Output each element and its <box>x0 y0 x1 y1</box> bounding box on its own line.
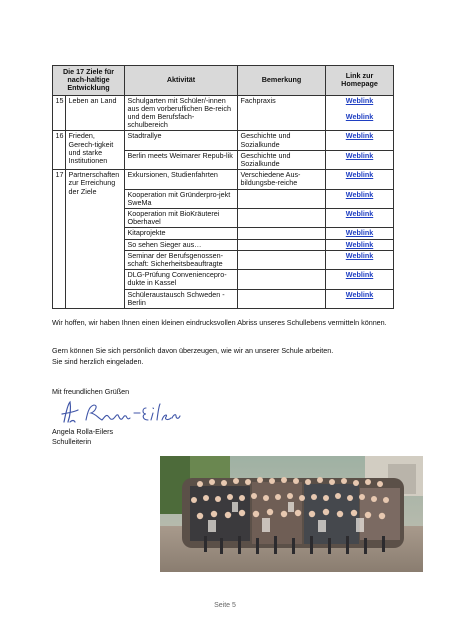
weblink[interactable]: Weblink <box>345 170 374 180</box>
weblink[interactable]: Weblink <box>345 209 374 219</box>
weblink[interactable]: Weblink <box>345 95 374 105</box>
link-cell <box>326 209 394 228</box>
activity-cell: So sehen Sieger aus… <box>125 239 238 250</box>
greeting: Mit freundlichen Grüßen <box>52 387 130 396</box>
remark-cell: Fachpraxis <box>238 95 326 131</box>
header-activity: Aktivität <box>125 66 238 96</box>
crowd <box>182 477 404 554</box>
header-goals: Die 17 Ziele für nach-haltige Entwicklung <box>53 66 125 96</box>
weblink[interactable]: Weblink <box>345 189 374 199</box>
link-cell <box>326 239 394 250</box>
weblink[interactable]: Weblink <box>345 228 374 238</box>
weblink[interactable]: Weblink <box>345 111 374 121</box>
activity-cell: DLG-Prüfung Conveniencepro-dukte in Kassel <box>125 270 238 289</box>
remark-cell <box>238 189 326 208</box>
page-number: Seite 5 <box>214 602 236 609</box>
goal-number: 15 <box>53 95 66 131</box>
goal-number: 16 <box>53 131 66 170</box>
weblink[interactable]: Weblink <box>345 239 374 249</box>
weblink[interactable]: Weblink <box>345 289 374 299</box>
link-cell <box>326 270 394 289</box>
link-cell <box>326 289 394 308</box>
activity-cell: Kitaprojekte <box>125 228 238 239</box>
goal-number: 17 <box>53 170 66 309</box>
table-row <box>53 170 394 189</box>
weblink[interactable]: Weblink <box>345 150 374 160</box>
activity-cell: Schüleraustausch Schweden - Berlin <box>125 289 238 308</box>
link-cell <box>326 189 394 208</box>
table-row <box>53 95 394 131</box>
activity-cell: Kooperation mit BioKräuterei Oberhavel <box>125 209 238 228</box>
activity-cell: Exkursionen, Studienfahrten <box>125 170 238 189</box>
link-cell <box>326 170 394 189</box>
remark-cell <box>238 250 326 269</box>
link-cell <box>326 250 394 269</box>
remark-cell <box>238 228 326 239</box>
table-row <box>53 131 394 150</box>
link-cell <box>326 95 394 131</box>
group-photo <box>160 456 423 572</box>
sdg-table <box>52 65 394 309</box>
link-cell <box>326 150 394 169</box>
closing-paragraph: Wir hoffen, wir haben Ihnen einen kleinen eindrucksvollen Abriss unseres Schullebens vermitteln können. <box>52 318 387 327</box>
remark-cell <box>238 209 326 228</box>
activity-cell: Kooperation mit Gründerpro-jekt SweMa <box>125 189 238 208</box>
remark-cell <box>238 270 326 289</box>
weblink[interactable]: Weblink <box>345 270 374 280</box>
invitation-line-2: Sie sind herzlich eingeladen. <box>52 357 144 366</box>
goal-title: Leben an Land <box>66 95 125 131</box>
activity-cell: Stadtrallye <box>125 131 238 150</box>
weblink[interactable]: Weblink <box>345 250 374 260</box>
signer-name: Angela Rolla-Eilers <box>52 427 114 436</box>
invitation-line: Gern können Sie sich persönlich davon überzeugen, wie wir an unserer Schule arbeiten. <box>52 346 334 355</box>
signer-role: Schulleiterin <box>52 437 92 446</box>
weblink[interactable]: Weblink <box>345 131 374 141</box>
table-header-row <box>53 66 394 96</box>
remark-cell: Geschichte und Sozialkunde <box>238 150 326 169</box>
activity-cell: Schulgarten mit Schüler/-innen aus dem vorberuflichen Be-reich und dem Berufsfach-schulbereich <box>125 95 238 131</box>
header-link: Link zur Homepage <box>326 66 394 96</box>
header-remark: Bemerkung <box>238 66 326 96</box>
remark-cell: Geschichte und Sozialkunde <box>238 131 326 150</box>
activity-cell: Seminar der Berufsgenossen-schaft: Sicherheitsbeauftragte <box>125 250 238 269</box>
link-cell <box>326 228 394 239</box>
remark-cell <box>238 289 326 308</box>
goal-title: Frieden, Gerech-tigkeit und starke Institutionen <box>66 131 125 170</box>
goal-title: Partnerschaften zur Erreichung der Ziele <box>66 170 125 309</box>
activity-cell: Berlin meets Weimarer Repub-lik <box>125 150 238 169</box>
handwritten-signature <box>58 396 183 428</box>
remark-cell: Verschiedene Aus-bildungsbe-reiche <box>238 170 326 189</box>
link-cell <box>326 131 394 150</box>
remark-cell <box>238 239 326 250</box>
